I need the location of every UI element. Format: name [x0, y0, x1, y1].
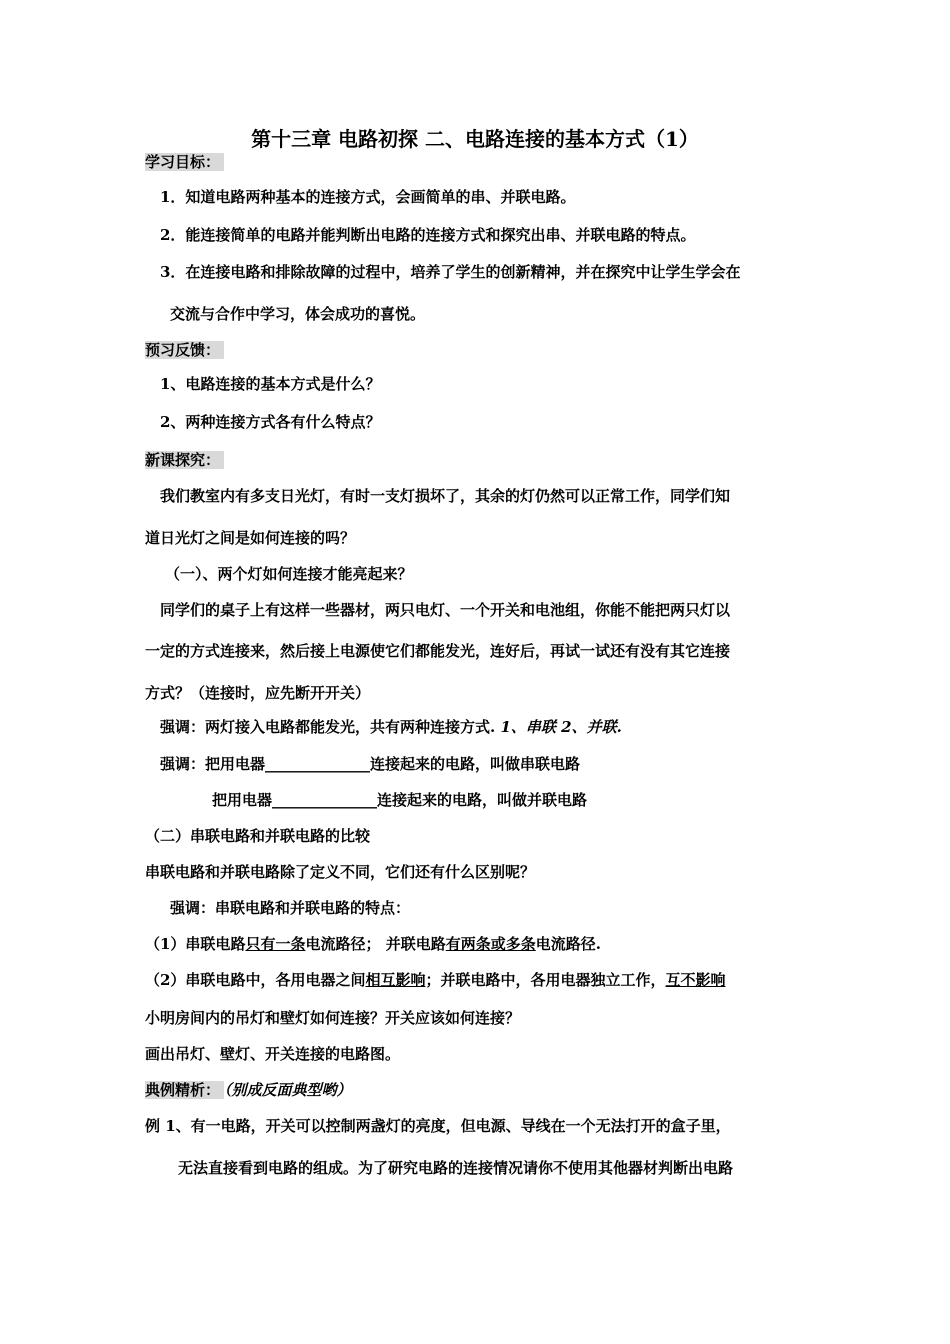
objective-item-3-continued: 交流与合作中学习，体会成功的喜悦。 [170, 305, 426, 323]
emphasis-connection-types: 强调：两灯接入电路都能发光，共有两种连接方式. 1、串联 2、并联. [160, 718, 622, 736]
characteristic-1: （1）串联电路只有一条电流路径； 并联电路有两条或多条电流路径. [145, 935, 601, 953]
intro-line-1: 我们教室内有多支日光灯，有时一支灯损坏了，其余的灯仍然可以正常工作，同学们知 [160, 487, 731, 505]
preview-question-2: 2、两种连接方式各有什么特点？ [160, 413, 381, 431]
intro-line-2: 道日光灯之间是如何连接的吗？ [145, 529, 356, 547]
paragraph-line-3: 方式？（连接时，应先断开开关） [145, 684, 371, 702]
fill-in-blank: ______________ [265, 755, 371, 773]
fill-in-blank: ______________ [272, 791, 378, 809]
emphasis-series-definition: 强调：把用电器______________连接起来的电路，叫做串联电路 [160, 755, 581, 773]
page-title: 第十三章 电路初探 二、电路连接的基本方式（1） [251, 127, 699, 151]
emphasis-parallel-definition: 把用电器______________连接起来的电路，叫做并联电路 [212, 791, 588, 809]
objective-item-1: 1．知道电路两种基本的连接方式，会画简单的串、并联电路。 [160, 188, 576, 206]
preview-heading: 预习反馈： [145, 340, 224, 360]
example-1-line-1: 例 1、有一电路，开关可以控制两盏灯的亮度，但电源、导线在一个无法打开的盒子里， [145, 1117, 731, 1135]
preview-question-1: 1、电路连接的基本方式是什么？ [160, 375, 381, 393]
comparison-question: 串联电路和并联电路除了定义不同，它们还有什么区别呢？ [145, 863, 536, 881]
room-lights-question: 小明房间内的吊灯和壁灯如何连接？开关应该如何连接？ [145, 1009, 521, 1027]
emphasis-characteristics: 强调：串联电路和并联电路的特点： [170, 899, 411, 917]
objective-item-3: 3．在连接电路和排除故障的过程中，培养了学生的创新精神，并在探究中让学生学会在 [160, 263, 741, 281]
objective-item-2: 2．能连接简单的电路并能判断出电路的连接方式和探究出串、并联电路的特点。 [160, 226, 696, 244]
paragraph-line-2: 一定的方式连接来，然后接上电源使它们都能发光，连好后，再试一试还有没有其它连接 [145, 642, 731, 660]
paragraph-line-1: 同学们的桌子上有这样一些器材，两只电灯、一个开关和电池组，你能不能把两只灯以 [160, 601, 731, 619]
characteristic-2: （2）串联电路中，各用电器之间相互影响；并联电路中，各用电器独立工作，互不影响 [145, 971, 726, 989]
examples-heading: 典例精析： （别成反面典型哟） [145, 1081, 352, 1099]
newlesson-heading: 新课探究： [145, 450, 224, 470]
subsection-2-title: （二）串联电路和并联电路的比较 [145, 827, 371, 845]
subsection-1-title: （一）、两个灯如何连接才能亮起来？ [165, 565, 413, 583]
draw-circuit-task: 画出吊灯、壁灯、开关连接的电路图。 [145, 1045, 401, 1063]
example-1-line-2: 无法直接看到电路的组成。为了研究电路的连接情况请你不使用其他器材判断出电路 [178, 1159, 734, 1177]
objectives-heading: 学习目标： [145, 152, 224, 172]
